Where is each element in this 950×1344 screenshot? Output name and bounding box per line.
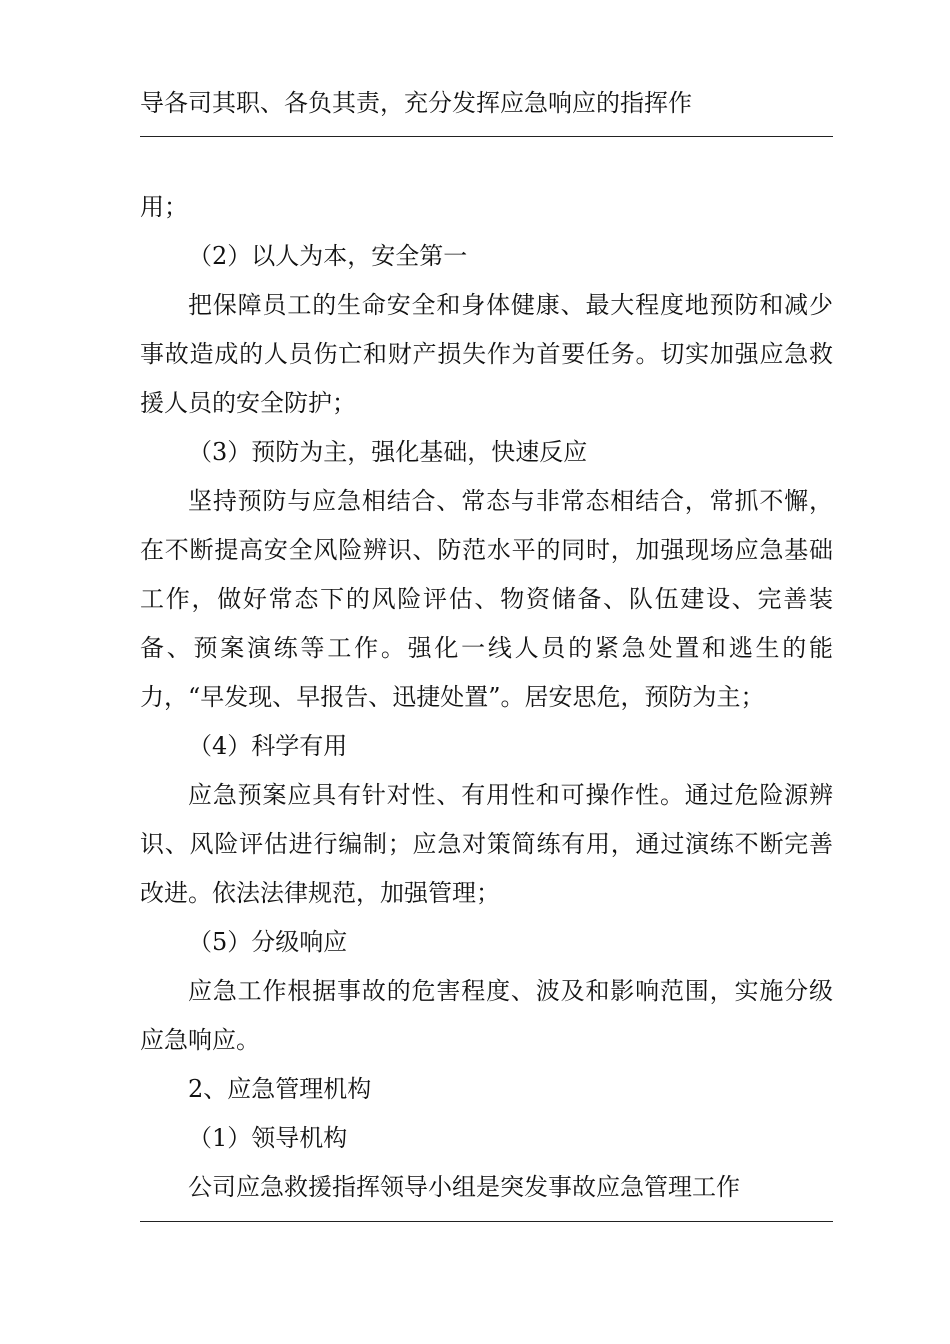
section-heading: （2）以人为本，安全第一 xyxy=(188,242,468,270)
paragraph: 公司应急救援指挥领导小组是突发事故应急管理工作 xyxy=(188,1173,740,1201)
section-heading: （3）预防为主，强化基础，快速反应 xyxy=(188,438,588,466)
body-text xyxy=(140,183,833,1212)
section-heading: （5）分级响应 xyxy=(188,928,348,956)
paragraph: 把保障员工的生命安全和身体健康、最大程度地预防和减少事故造成的人员伤亡和财产损失作为首要任务。切实加强应急救援人员的安全防护； xyxy=(140,291,833,417)
page-header-text: 导各司其职、各负其责，充分发挥应急响应的指挥作 xyxy=(140,89,692,117)
paragraph: 用； xyxy=(140,193,188,221)
section-heading: （4）科学有用 xyxy=(188,732,348,760)
paragraph: 应急预案应具有针对性、有用性和可操作性。通过危险源辨识、风险评估进行编制；应急对策简练有用，通过演练不断完善改进。依法法律规范，加强管理； xyxy=(140,781,833,907)
paragraph: 坚持预防与应急相结合、常态与非常态相结合，常抓不懈，在不断提高安全风险辨识、防范水平的同时，加强现场应急基础工作，做好常态下的风险评估、物资储备、队伍建设、完善装备、预案演练等工作。强化一线人员的紧急处置和逃生的能力，“早发现、早报告、迅捷处置”。居安思危，预防为主； xyxy=(140,487,833,711)
header-divider xyxy=(140,136,833,137)
section-heading: 2、应急管理机构 xyxy=(188,1075,372,1103)
paragraph: 应急工作根据事故的危害程度、波及和影响范围，实施分级应急响应。 xyxy=(140,977,833,1054)
section-heading: （1）领导机构 xyxy=(188,1124,348,1152)
footer-divider xyxy=(140,1221,833,1222)
